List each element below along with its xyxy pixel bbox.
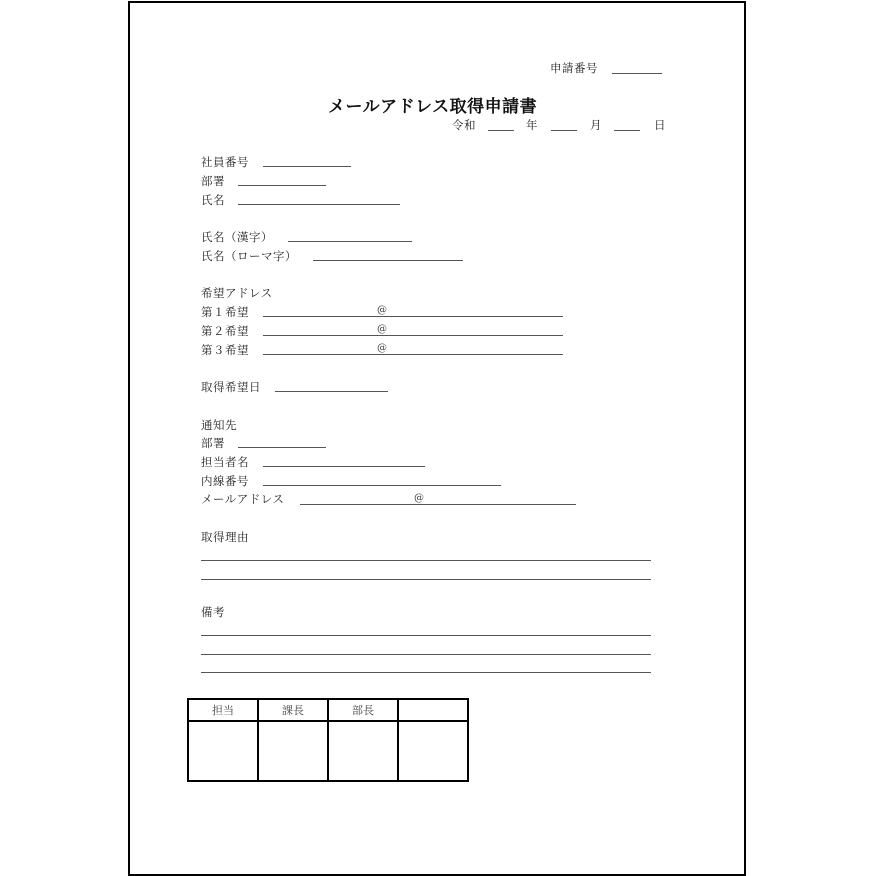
notification-department-label: 部署 [201, 436, 225, 450]
desired-date-field[interactable] [275, 391, 388, 392]
approval-stamp-box-kacho[interactable] [258, 721, 328, 781]
remarks-line-1[interactable] [201, 635, 651, 636]
at-symbol: @ [377, 324, 387, 335]
notification-department-field[interactable] [238, 447, 326, 448]
remarks-line-3[interactable] [201, 672, 651, 673]
date-day-field[interactable] [614, 130, 640, 131]
notification-extension-label: 内線番号 [201, 474, 249, 488]
name-romaji-field[interactable] [313, 260, 463, 261]
date-year-field[interactable] [488, 130, 514, 131]
remarks-heading: 備考 [201, 605, 225, 619]
name-kanji-label: 氏名（漢字） [201, 230, 273, 244]
notification-heading: 通知先 [201, 418, 237, 432]
name-field[interactable] [238, 204, 400, 205]
approval-stamp-box-bucho[interactable] [328, 721, 398, 781]
department-label: 部署 [201, 174, 225, 188]
notification-person-field[interactable] [263, 466, 425, 467]
desired-address-choice-2-label: 第２希望 [201, 324, 249, 338]
at-symbol: @ [414, 493, 424, 504]
date-month-field[interactable] [551, 130, 577, 131]
date-day-label: 日 [654, 118, 666, 132]
reason-line-2[interactable] [201, 579, 651, 580]
approval-header-kacho: 課長 [258, 699, 328, 721]
approval-header-blank [398, 699, 468, 721]
at-symbol: @ [377, 305, 387, 316]
employee-number-field[interactable] [263, 166, 351, 167]
reason-heading: 取得理由 [201, 530, 249, 544]
desired-address-choice-3-label: 第３希望 [201, 343, 249, 357]
form-sheet [128, 1, 746, 876]
desired-address-choice-1-field[interactable] [263, 316, 563, 317]
date-year-label: 年 [526, 118, 538, 132]
name-romaji-label: 氏名（ローマ字） [201, 249, 297, 263]
notification-email-label: メールアドレス [201, 492, 285, 506]
notification-extension-field[interactable] [263, 485, 501, 486]
approval-header-tanto: 担当 [188, 699, 258, 721]
approval-header-bucho: 部長 [328, 699, 398, 721]
date-era-label: 令和 [452, 118, 476, 132]
approval-stamp-box-tanto[interactable] [188, 721, 258, 781]
form-title: メールアドレス取得申請書 [328, 97, 538, 117]
department-field[interactable] [238, 185, 326, 186]
desired-address-choice-3-field[interactable] [263, 354, 563, 355]
desired-address-choice-1-label: 第１希望 [201, 305, 249, 319]
application-number-label: 申請番号 [550, 61, 598, 75]
employee-number-label: 社員番号 [201, 155, 249, 169]
notification-person-label: 担当者名 [201, 455, 249, 469]
name-label: 氏名 [201, 193, 225, 207]
approval-stamp-box-blank[interactable] [398, 721, 468, 781]
remarks-line-2[interactable] [201, 654, 651, 655]
approval-table [187, 698, 469, 782]
desired-address-choice-2-field[interactable] [263, 335, 563, 336]
application-number-field[interactable] [612, 73, 662, 74]
date-month-label: 月 [590, 118, 602, 132]
desired-address-heading: 希望アドレス [201, 286, 273, 300]
name-kanji-field[interactable] [288, 241, 412, 242]
reason-line-1[interactable] [201, 560, 651, 561]
notification-email-field[interactable] [300, 504, 576, 505]
desired-date-label: 取得希望日 [201, 380, 261, 394]
at-symbol: @ [377, 343, 387, 354]
